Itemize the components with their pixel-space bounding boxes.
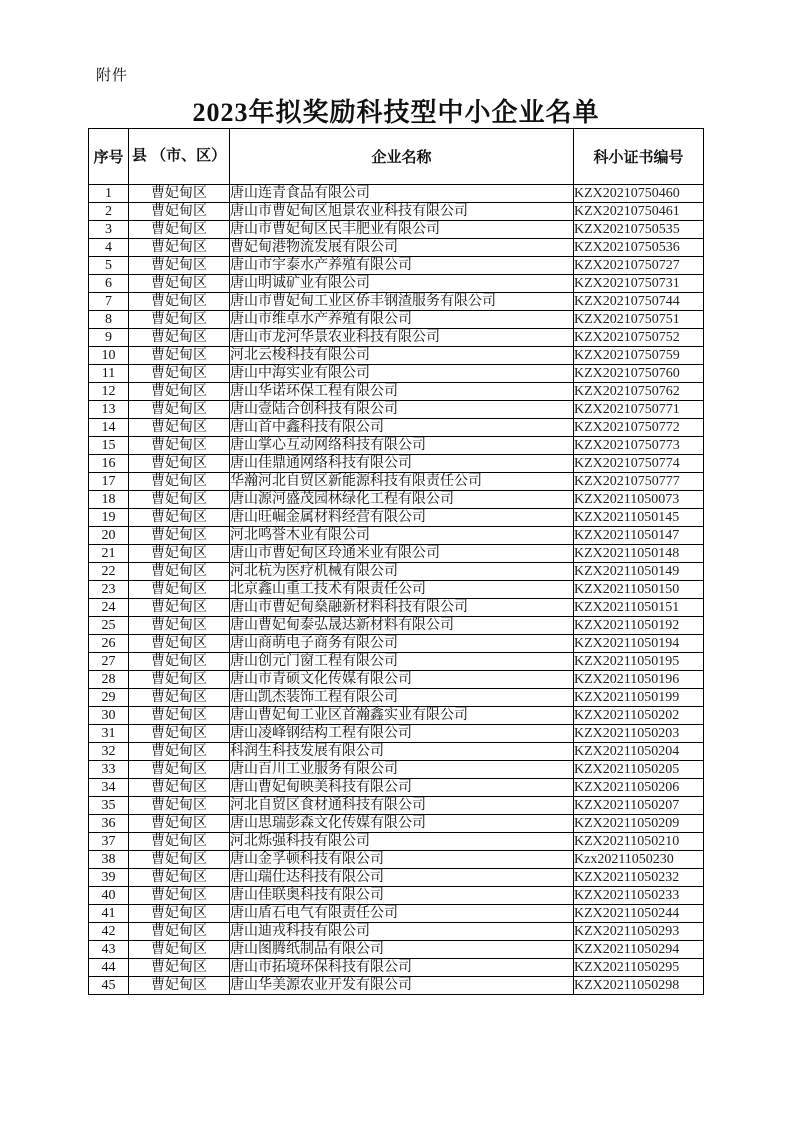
table-row — [89, 851, 704, 869]
company-name-cell: 唐山市龙河华景农业科技有限公司 — [230, 329, 574, 347]
table-row — [89, 923, 704, 941]
district-cell: 曹妃甸区 — [129, 959, 230, 977]
row-index-cell: 22 — [89, 563, 129, 581]
district-cell: 曹妃甸区 — [129, 437, 230, 455]
row-index-cell: 27 — [89, 653, 129, 671]
company-name-cell: 曹妃甸港物流发展有限公司 — [230, 239, 574, 257]
row-index-cell: 29 — [89, 689, 129, 707]
certificate-number-cell: KZX20211050210 — [574, 833, 704, 851]
table-row — [89, 293, 704, 311]
district-cell: 曹妃甸区 — [129, 365, 230, 383]
district-cell: 曹妃甸区 — [129, 797, 230, 815]
company-name-cell: 唐山市拓境环保科技有限公司 — [230, 959, 574, 977]
row-index-cell: 37 — [89, 833, 129, 851]
district-cell: 曹妃甸区 — [129, 311, 230, 329]
company-name-cell: 唐山凌峰钢结构工程有限公司 — [230, 725, 574, 743]
certificate-number-cell: KZX20210750744 — [574, 293, 704, 311]
district-cell: 曹妃甸区 — [129, 257, 230, 275]
certificate-number-cell: Kzx20211050230 — [574, 851, 704, 869]
table-row — [89, 977, 704, 995]
company-name-cell: 唐山市宇泰水产养殖有限公司 — [230, 257, 574, 275]
district-cell: 曹妃甸区 — [129, 941, 230, 959]
company-name-cell: 华瀚河北自贸区新能源科技有限责任公司 — [230, 473, 574, 491]
table-row — [89, 815, 704, 833]
table-row — [89, 797, 704, 815]
certificate-number-cell: KZX20211050149 — [574, 563, 704, 581]
certificate-number-cell: KZX20211050073 — [574, 491, 704, 509]
district-cell: 曹妃甸区 — [129, 923, 230, 941]
district-cell: 曹妃甸区 — [129, 275, 230, 293]
certificate-number-cell: KZX20210750752 — [574, 329, 704, 347]
district-cell: 曹妃甸区 — [129, 617, 230, 635]
table-row — [89, 491, 704, 509]
company-name-cell: 唐山连青食品有限公司 — [230, 185, 574, 203]
column-header-cert: 科小证书编号 — [574, 129, 704, 185]
row-index-cell: 18 — [89, 491, 129, 509]
table-row — [89, 437, 704, 455]
certificate-number-cell: KZX20211050298 — [574, 977, 704, 995]
company-name-cell: 河北自贸区食材通科技有限公司 — [230, 797, 574, 815]
row-index-cell: 34 — [89, 779, 129, 797]
district-cell: 曹妃甸区 — [129, 419, 230, 437]
company-name-cell: 科润生科技发展有限公司 — [230, 743, 574, 761]
certificate-number-cell: KZX20211050147 — [574, 527, 704, 545]
certificate-number-cell: KZX20211050150 — [574, 581, 704, 599]
table-row — [89, 401, 704, 419]
table-row — [89, 617, 704, 635]
company-name-cell: 唐山首中鑫科技有限公司 — [230, 419, 574, 437]
company-name-cell: 唐山市曹妃甸工业区侨丰钢渣服务有限公司 — [230, 293, 574, 311]
row-index-cell: 12 — [89, 383, 129, 401]
table-row — [89, 203, 704, 221]
row-index-cell: 26 — [89, 635, 129, 653]
district-cell: 曹妃甸区 — [129, 581, 230, 599]
company-name-cell: 唐山凯杰装饰工程有限公司 — [230, 689, 574, 707]
row-index-cell: 25 — [89, 617, 129, 635]
district-cell: 曹妃甸区 — [129, 329, 230, 347]
table-row — [89, 905, 704, 923]
company-name-cell: 唐山曹妃甸泰弘晟达新材料有限公司 — [230, 617, 574, 635]
district-cell: 曹妃甸区 — [129, 815, 230, 833]
table-row — [89, 509, 704, 527]
company-name-cell: 唐山市曹妃甸区旭景农业科技有限公司 — [230, 203, 574, 221]
company-name-cell: 唐山盾石电气有限责任公司 — [230, 905, 574, 923]
row-index-cell: 19 — [89, 509, 129, 527]
table-row — [89, 743, 704, 761]
row-index-cell: 45 — [89, 977, 129, 995]
row-index-cell: 11 — [89, 365, 129, 383]
district-cell: 曹妃甸区 — [129, 239, 230, 257]
certificate-number-cell: KZX20211050293 — [574, 923, 704, 941]
certificate-number-cell: KZX20211050202 — [574, 707, 704, 725]
row-index-cell: 44 — [89, 959, 129, 977]
company-name-cell: 河北烁强科技有限公司 — [230, 833, 574, 851]
certificate-number-cell: KZX20211050232 — [574, 869, 704, 887]
certificate-number-cell: KZX20211050195 — [574, 653, 704, 671]
district-cell: 曹妃甸区 — [129, 473, 230, 491]
table-row — [89, 311, 704, 329]
certificate-number-cell: KZX20210750461 — [574, 203, 704, 221]
district-cell: 曹妃甸区 — [129, 905, 230, 923]
certificate-number-cell: KZX20211050148 — [574, 545, 704, 563]
enterprise-table — [88, 128, 704, 995]
certificate-number-cell: KZX20210750762 — [574, 383, 704, 401]
company-name-cell: 唐山旺崛金属材料经营有限公司 — [230, 509, 574, 527]
company-name-cell: 唐山佳鼎通网络科技有限公司 — [230, 455, 574, 473]
table-row — [89, 761, 704, 779]
certificate-number-cell: KZX20210750727 — [574, 257, 704, 275]
page-title: 2023年拟奖励科技型中小企业名单 — [192, 98, 600, 127]
row-index-cell: 15 — [89, 437, 129, 455]
certificate-number-cell: KZX20211050244 — [574, 905, 704, 923]
certificate-number-cell: KZX20211050194 — [574, 635, 704, 653]
certificate-number-cell: KZX20211050233 — [574, 887, 704, 905]
certificate-number-cell: KZX20211050192 — [574, 617, 704, 635]
table-row — [89, 599, 704, 617]
table-row — [89, 887, 704, 905]
company-name-cell: 河北鸣誉木业有限公司 — [230, 527, 574, 545]
district-cell: 曹妃甸区 — [129, 671, 230, 689]
certificate-number-cell: KZX20210750774 — [574, 455, 704, 473]
company-name-cell: 唐山市维卓水产养殖有限公司 — [230, 311, 574, 329]
table-body — [89, 185, 704, 995]
table-row — [89, 329, 704, 347]
certificate-number-cell: KZX20211050203 — [574, 725, 704, 743]
certificate-number-cell: KZX20210750771 — [574, 401, 704, 419]
certificate-number-cell: KZX20210750460 — [574, 185, 704, 203]
row-index-cell: 33 — [89, 761, 129, 779]
row-index-cell: 40 — [89, 887, 129, 905]
header-row — [89, 129, 704, 185]
district-cell: 曹妃甸区 — [129, 599, 230, 617]
table-row — [89, 383, 704, 401]
row-index-cell: 39 — [89, 869, 129, 887]
row-index-cell: 42 — [89, 923, 129, 941]
table-row — [89, 221, 704, 239]
row-index-cell: 28 — [89, 671, 129, 689]
certificate-number-cell: KZX20211050294 — [574, 941, 704, 959]
district-cell: 曹妃甸区 — [129, 203, 230, 221]
table-header — [89, 129, 704, 185]
company-name-cell: 唐山明诚矿业有限公司 — [230, 275, 574, 293]
table-row — [89, 563, 704, 581]
table-row — [89, 635, 704, 653]
district-cell: 曹妃甸区 — [129, 221, 230, 239]
row-index-cell: 1 — [89, 185, 129, 203]
district-cell: 曹妃甸区 — [129, 185, 230, 203]
district-cell: 曹妃甸区 — [129, 977, 230, 995]
table-row — [89, 833, 704, 851]
certificate-number-cell: KZX20211050209 — [574, 815, 704, 833]
district-cell: 曹妃甸区 — [129, 383, 230, 401]
row-index-cell: 20 — [89, 527, 129, 545]
company-name-cell: 唐山图腾纸制品有限公司 — [230, 941, 574, 959]
row-index-cell: 32 — [89, 743, 129, 761]
certificate-number-cell: KZX20211050205 — [574, 761, 704, 779]
row-index-cell: 16 — [89, 455, 129, 473]
row-index-cell: 2 — [89, 203, 129, 221]
company-name-cell: 唐山百川工业服务有限公司 — [230, 761, 574, 779]
row-index-cell: 21 — [89, 545, 129, 563]
row-index-cell: 38 — [89, 851, 129, 869]
district-cell: 曹妃甸区 — [129, 653, 230, 671]
table-row — [89, 779, 704, 797]
column-header-company: 企业名称 — [230, 129, 574, 185]
company-name-cell: 唐山市曹妃甸区民丰肥业有限公司 — [230, 221, 574, 239]
table-row — [89, 455, 704, 473]
district-cell: 曹妃甸区 — [129, 833, 230, 851]
table-row — [89, 869, 704, 887]
row-index-cell: 14 — [89, 419, 129, 437]
district-cell: 曹妃甸区 — [129, 869, 230, 887]
table-row — [89, 545, 704, 563]
company-name-cell: 唐山佳联奥科技有限公司 — [230, 887, 574, 905]
row-index-cell: 30 — [89, 707, 129, 725]
company-name-cell: 唐山市曹妃甸燊融新材料科技有限公司 — [230, 599, 574, 617]
company-name-cell: 唐山中海实业有限公司 — [230, 365, 574, 383]
table-row — [89, 473, 704, 491]
certificate-number-cell: KZX20210750777 — [574, 473, 704, 491]
row-index-cell: 43 — [89, 941, 129, 959]
certificate-number-cell: KZX20211050145 — [574, 509, 704, 527]
table-row — [89, 689, 704, 707]
row-index-cell: 41 — [89, 905, 129, 923]
district-cell: 曹妃甸区 — [129, 689, 230, 707]
certificate-number-cell: KZX20210750536 — [574, 239, 704, 257]
certificate-number-cell: KZX20210750759 — [574, 347, 704, 365]
certificate-number-cell: KZX20210750773 — [574, 437, 704, 455]
row-index-cell: 17 — [89, 473, 129, 491]
row-index-cell: 23 — [89, 581, 129, 599]
row-index-cell: 24 — [89, 599, 129, 617]
company-name-cell: 唐山商萌电子商务有限公司 — [230, 635, 574, 653]
table-row — [89, 239, 704, 257]
table-row — [89, 707, 704, 725]
company-name-cell: 唐山创元门窗工程有限公司 — [230, 653, 574, 671]
company-name-cell: 唐山华诺环保工程有限公司 — [230, 383, 574, 401]
table-row — [89, 275, 704, 293]
row-index-cell: 6 — [89, 275, 129, 293]
company-name-cell: 唐山壹陆合创科技有限公司 — [230, 401, 574, 419]
district-cell: 曹妃甸区 — [129, 347, 230, 365]
table-row — [89, 527, 704, 545]
certificate-number-cell: KZX20210750751 — [574, 311, 704, 329]
district-cell: 曹妃甸区 — [129, 509, 230, 527]
certificate-number-cell: KZX20210750772 — [574, 419, 704, 437]
table-row — [89, 959, 704, 977]
table-row — [89, 347, 704, 365]
company-name-cell: 唐山曹妃甸工业区首瀚鑫实业有限公司 — [230, 707, 574, 725]
row-index-cell: 31 — [89, 725, 129, 743]
row-index-cell: 35 — [89, 797, 129, 815]
district-cell: 曹妃甸区 — [129, 545, 230, 563]
company-name-cell: 唐山掌心互动网络科技有限公司 — [230, 437, 574, 455]
district-cell: 曹妃甸区 — [129, 851, 230, 869]
company-name-cell: 唐山市青硕文化传媒有限公司 — [230, 671, 574, 689]
certificate-number-cell: KZX20211050295 — [574, 959, 704, 977]
certificate-number-cell: KZX20211050151 — [574, 599, 704, 617]
row-index-cell: 3 — [89, 221, 129, 239]
district-cell: 曹妃甸区 — [129, 779, 230, 797]
district-cell: 曹妃甸区 — [129, 401, 230, 419]
certificate-number-cell: KZX20211050196 — [574, 671, 704, 689]
district-cell: 曹妃甸区 — [129, 563, 230, 581]
district-cell: 曹妃甸区 — [129, 527, 230, 545]
district-cell: 曹妃甸区 — [129, 491, 230, 509]
district-cell: 曹妃甸区 — [129, 725, 230, 743]
company-name-cell: 河北杭为医疗机械有限公司 — [230, 563, 574, 581]
column-header-district: 县 （市、区） — [129, 129, 230, 185]
row-index-cell: 10 — [89, 347, 129, 365]
table-row — [89, 185, 704, 203]
certificate-number-cell: KZX20211050207 — [574, 797, 704, 815]
table-row — [89, 365, 704, 383]
column-header-index: 序号 — [89, 129, 129, 185]
certificate-number-cell: KZX20210750731 — [574, 275, 704, 293]
company-name-cell: 唐山瑞仕达科技有限公司 — [230, 869, 574, 887]
row-index-cell: 4 — [89, 239, 129, 257]
company-name-cell: 唐山源河盛茂园林绿化工程有限公司 — [230, 491, 574, 509]
company-name-cell: 北京鑫山重工技术有限责任公司 — [230, 581, 574, 599]
table-row — [89, 725, 704, 743]
company-name-cell: 唐山思瑞彭森文化传媒有限公司 — [230, 815, 574, 833]
company-name-cell: 唐山金孚顿科技有限公司 — [230, 851, 574, 869]
certificate-number-cell: KZX20211050204 — [574, 743, 704, 761]
certificate-number-cell: KZX20211050199 — [574, 689, 704, 707]
row-index-cell: 13 — [89, 401, 129, 419]
district-cell: 曹妃甸区 — [129, 887, 230, 905]
company-name-cell: 河北云梭科技有限公司 — [230, 347, 574, 365]
district-cell: 曹妃甸区 — [129, 455, 230, 473]
certificate-number-cell: KZX20210750535 — [574, 221, 704, 239]
row-index-cell: 36 — [89, 815, 129, 833]
certificate-number-cell: KZX20211050206 — [574, 779, 704, 797]
district-cell: 曹妃甸区 — [129, 293, 230, 311]
company-name-cell: 唐山曹妃甸映美科技有限公司 — [230, 779, 574, 797]
district-cell: 曹妃甸区 — [129, 743, 230, 761]
row-index-cell: 8 — [89, 311, 129, 329]
table-row — [89, 941, 704, 959]
table-row — [89, 653, 704, 671]
company-name-cell: 唐山华美源农业开发有限公司 — [230, 977, 574, 995]
table-row — [89, 581, 704, 599]
district-cell: 曹妃甸区 — [129, 761, 230, 779]
district-cell: 曹妃甸区 — [129, 707, 230, 725]
table-row — [89, 671, 704, 689]
row-index-cell: 5 — [89, 257, 129, 275]
company-name-cell: 唐山市曹妃甸区玲通米业有限公司 — [230, 545, 574, 563]
table-row — [89, 419, 704, 437]
row-index-cell: 7 — [89, 293, 129, 311]
attachment-label: 附件 — [96, 68, 129, 84]
table-row — [89, 257, 704, 275]
district-cell: 曹妃甸区 — [129, 635, 230, 653]
row-index-cell: 9 — [89, 329, 129, 347]
certificate-number-cell: KZX20210750760 — [574, 365, 704, 383]
company-name-cell: 唐山迪戎科技有限公司 — [230, 923, 574, 941]
